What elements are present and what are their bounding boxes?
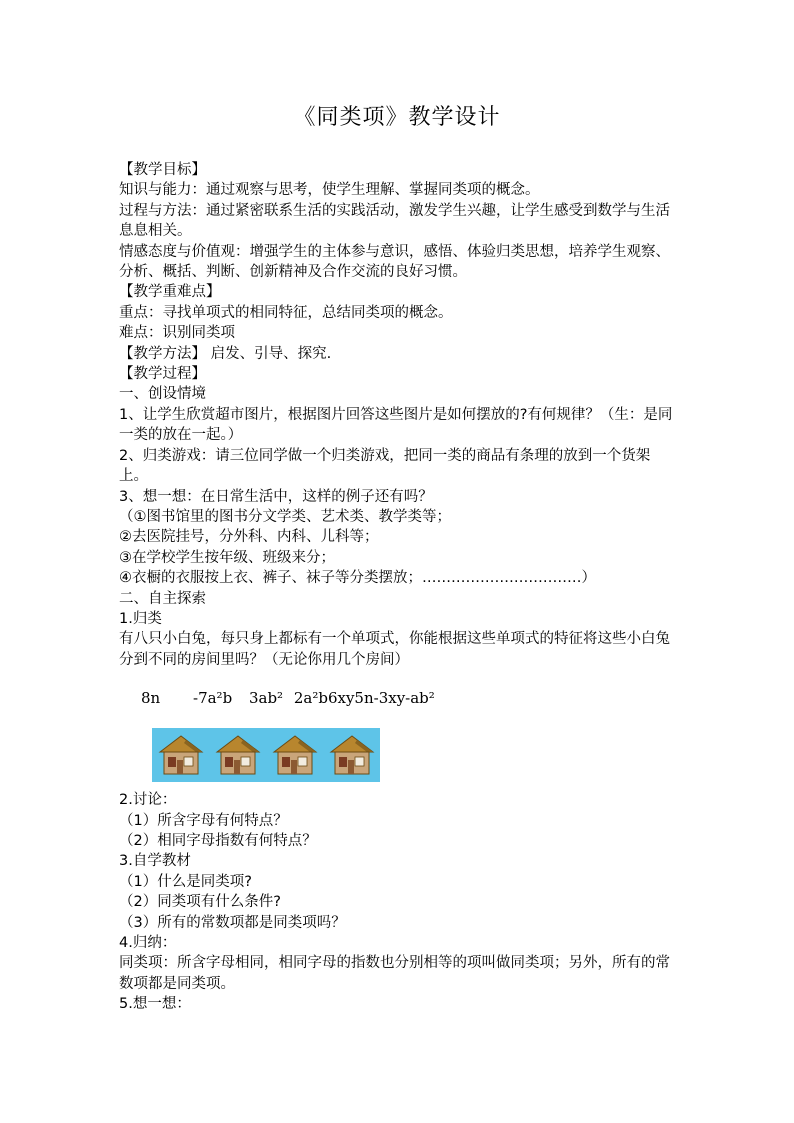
subsection-heading: 一、创设情境 [119, 386, 206, 403]
paragraph: 同类项：所含字母相同，相同字母的指数也分别相等的项叫做同类项；另外，所有的常数项都是同类项。 [119, 955, 670, 992]
document-title: 《同类项》教学设计 [293, 105, 501, 130]
paragraph: 4.归纳： [119, 935, 177, 951]
subsection-heading: 二、自主探索 [119, 590, 206, 607]
paragraph: 情感态度与价值观：增强学生的主体参与意识，感悟、体验归类思想，培养学生观察、分析、概括、判断、创新精神及合作交流的良好习惯。 [119, 243, 670, 281]
section-after-image [119, 790, 679, 1014]
list-item: ②去医院挂号，分外科、内科、儿科等； [119, 529, 379, 546]
paragraph: 3.自学教材 [119, 853, 191, 870]
paragraph: 难点：识别同类项 [119, 325, 235, 342]
house-icon [270, 732, 320, 778]
houses-image [152, 728, 380, 782]
list-item: （2）同类项有什么条件? [119, 894, 281, 911]
document-body [119, 160, 679, 1015]
list-item: （2）相同字母指数有何特点？ [119, 832, 317, 849]
monomial: 8n [141, 689, 161, 708]
paragraph: 知识与能力：通过观察与思考，使学生理解、掌握同类项的概念。 [119, 182, 540, 199]
house-icon [156, 732, 206, 778]
paragraph: 3、想一想：在日常生活中，这样的例子还有吗？ [119, 488, 433, 505]
list-item: ④衣橱的衣服按上衣、裤子、袜子等分类摆放；……………………………） [119, 570, 596, 587]
section-heading: 【教学目标】 [119, 162, 206, 178]
paragraph: 1.归类 [119, 610, 162, 627]
monomial: 3ab² [248, 689, 284, 708]
paragraph: 5.想一想： [119, 996, 191, 1013]
paragraph: 重点：寻找单项式的相同特征，总结同类项的概念。 [119, 304, 453, 321]
list-item: ③在学校学生按年级、班级来分； [119, 549, 335, 566]
paragraph: 2.讨论： [119, 792, 177, 809]
list-item: （1）所含字母有何特点？ [119, 812, 288, 829]
paragraph: 过程与方法：通过紧密联系生活的实践活动，激发学生兴趣，让学生感受到数学与生活息息相关。 [119, 202, 670, 240]
monomial: 2a²b6xy5n-3xy-ab² [293, 689, 435, 708]
paragraph: 2、归类游戏：请三位同学做一个归类游戏，把同一类的商品有条理的放到一个货架上。 [119, 447, 651, 485]
house-icon [327, 732, 377, 778]
list-item: （3）所有的常数项都是同类项吗？ [119, 914, 346, 931]
section-heading: 【教学过程】 [119, 366, 206, 383]
section-heading: 【教学方法】 启发、引导、探究. [119, 345, 332, 362]
list-item: （1）什么是同类项? [119, 873, 252, 890]
house-icon [213, 732, 263, 778]
section-heading: 【教学重难点】 [119, 284, 221, 301]
list-item: （①图书馆里的图书分文学类、艺术类、教学类等； [119, 508, 451, 525]
paragraph: 1、让学生欣赏超市图片，根据图片回答这些图片是如何摆放的?有何规律？（生：是同一类的放在一起。） [119, 406, 673, 444]
monomial-list [141, 688, 679, 714]
paragraph: 有八只小白兔，每只身上都标有一个单项式，你能根据这些单项式的特征将这些小白兔分到不同的房间里吗？（无论你用几个房间） [119, 631, 670, 668]
monomial: -7a²b [193, 689, 233, 708]
